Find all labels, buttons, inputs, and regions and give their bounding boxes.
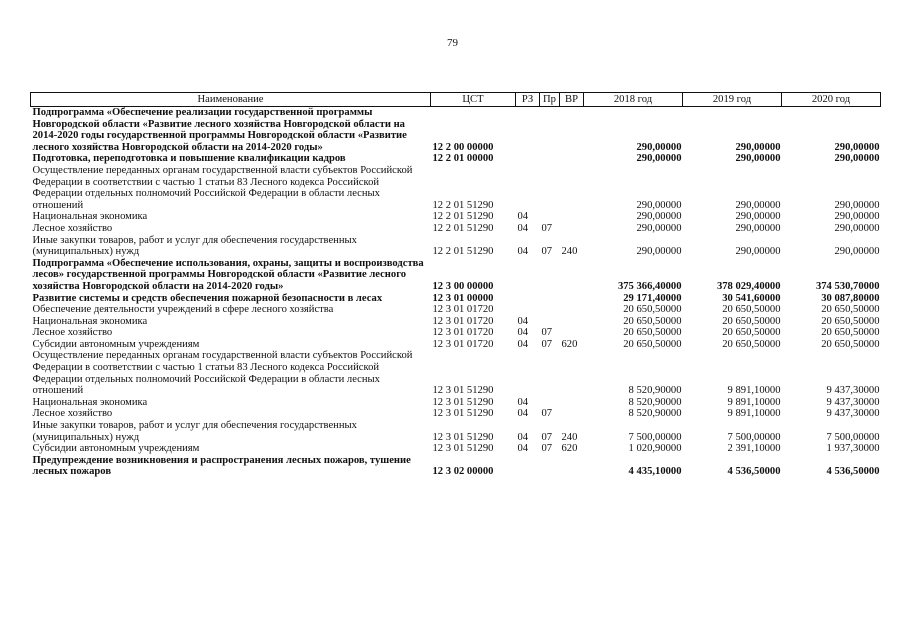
row-amount-2019: 4 536,50000 bbox=[727, 466, 781, 478]
row-cst: 12 3 01 01720 bbox=[432, 315, 494, 327]
row-pr bbox=[540, 211, 560, 223]
row-pr: 07 bbox=[541, 222, 553, 234]
row-cst: 12 3 02 00000 bbox=[432, 466, 494, 478]
header-name: Наименование bbox=[31, 93, 431, 107]
row-pr bbox=[540, 153, 560, 165]
table-row bbox=[31, 293, 881, 305]
row-amount-2019: 9 891,10000 bbox=[727, 396, 781, 408]
row-name: Лесное хозяйство bbox=[32, 408, 113, 420]
row-vr bbox=[560, 397, 584, 409]
row-cst: 12 2 01 51290 bbox=[432, 222, 494, 234]
header-2020: 2020 год bbox=[782, 93, 881, 107]
row-vr: 240 bbox=[561, 246, 578, 258]
row-vr bbox=[560, 327, 584, 339]
table-row bbox=[31, 420, 881, 443]
row-amount-2019: 290,00000 bbox=[735, 199, 781, 211]
row-cst: 12 3 01 51290 bbox=[432, 408, 494, 420]
row-vr bbox=[560, 258, 584, 293]
row-name: Развитие системы и средств обеспечения пожарной безопасности в лесах bbox=[32, 292, 383, 304]
row-amount-2020: 1 937,30000 bbox=[826, 443, 880, 455]
row-pr bbox=[540, 165, 560, 211]
row-pr: 07 bbox=[541, 408, 553, 420]
row-rz: 04 bbox=[517, 431, 529, 443]
row-amount-2020: 20 650,50000 bbox=[821, 327, 880, 339]
table-header-row bbox=[31, 93, 881, 107]
row-amount-2020: 20 650,50000 bbox=[821, 315, 880, 327]
row-vr: 620 bbox=[561, 443, 578, 455]
row-vr: 240 bbox=[561, 431, 578, 443]
row-amount-2019: 7 500,00000 bbox=[727, 431, 781, 443]
header-vr: ВР bbox=[560, 93, 584, 107]
header-2019: 2019 год bbox=[683, 93, 782, 107]
page-number: 79 bbox=[447, 37, 458, 49]
row-amount-2018: 290,00000 bbox=[636, 141, 682, 153]
row-amount-2019: 290,00000 bbox=[735, 153, 781, 165]
row-name: Субсидии автономным учреждениям bbox=[32, 338, 200, 350]
row-amount-2018: 290,00000 bbox=[636, 246, 682, 258]
row-amount-2019: 9 891,10000 bbox=[727, 385, 781, 397]
row-pr bbox=[540, 293, 560, 305]
row-vr bbox=[560, 153, 584, 165]
row-rz: 04 bbox=[517, 222, 529, 234]
table-row bbox=[31, 304, 881, 316]
row-rz bbox=[516, 107, 540, 154]
row-amount-2019: 2 391,10000 bbox=[727, 443, 781, 455]
row-amount-2018: 375 366,40000 bbox=[617, 280, 682, 292]
row-amount-2020: 290,00000 bbox=[834, 246, 880, 258]
row-amount-2019: 378 029,40000 bbox=[716, 280, 781, 292]
row-amount-2018: 20 650,50000 bbox=[623, 304, 682, 316]
row-name: Подпрограмма «Обеспечение реализации государственной программы Новгородской области «Развитие лесного хозяйства Новгородской области на 2014-2020 годы государственной программы Новгородской области «Развитие лесного хозяйства Новгородской области на 2014-2020 годы» bbox=[32, 107, 407, 153]
row-rz bbox=[516, 153, 540, 165]
table-row bbox=[31, 107, 881, 154]
row-amount-2018: 20 650,50000 bbox=[623, 315, 682, 327]
row-vr bbox=[560, 304, 584, 316]
row-name: Подготовка, переподготовка и повышение квалификации кадров bbox=[32, 153, 346, 165]
row-amount-2020: 290,00000 bbox=[834, 199, 880, 211]
row-cst: 12 2 01 00000 bbox=[432, 153, 494, 165]
row-name: Иные закупки товаров, работ и услуг для обеспечения государственных (муниципальных) нужд bbox=[32, 234, 357, 258]
row-name: Лесное хозяйство bbox=[32, 222, 113, 234]
header-pr: Пр bbox=[540, 93, 560, 107]
row-amount-2019: 20 650,50000 bbox=[722, 315, 781, 327]
budget-table bbox=[30, 92, 881, 478]
table-row bbox=[31, 408, 881, 420]
row-name: Субсидии автономным учреждениям bbox=[32, 443, 200, 455]
table-row bbox=[31, 316, 881, 328]
row-cst: 12 2 01 51290 bbox=[432, 246, 494, 258]
row-cst: 12 3 01 51290 bbox=[432, 431, 494, 443]
header-2018: 2018 год bbox=[584, 93, 683, 107]
row-amount-2020: 30 087,80000 bbox=[821, 292, 880, 304]
row-pr bbox=[540, 258, 560, 293]
row-rz: 04 bbox=[517, 338, 529, 350]
row-cst: 12 3 01 51290 bbox=[432, 396, 494, 408]
row-vr bbox=[560, 165, 584, 211]
row-vr bbox=[560, 408, 584, 420]
row-vr: 620 bbox=[561, 338, 578, 350]
table-row bbox=[31, 211, 881, 223]
row-rz bbox=[516, 304, 540, 316]
row-rz bbox=[516, 258, 540, 293]
table-row bbox=[31, 443, 881, 455]
row-vr bbox=[560, 107, 584, 154]
row-amount-2018: 1 020,90000 bbox=[628, 443, 682, 455]
row-amount-2019: 9 891,10000 bbox=[727, 408, 781, 420]
row-amount-2020: 20 650,50000 bbox=[821, 338, 880, 350]
row-amount-2020: 9 437,30000 bbox=[826, 396, 880, 408]
row-vr bbox=[560, 316, 584, 328]
row-pr bbox=[540, 304, 560, 316]
row-pr bbox=[540, 350, 560, 396]
row-vr bbox=[560, 211, 584, 223]
row-rz: 04 bbox=[517, 315, 529, 327]
header-rz: РЗ bbox=[516, 93, 540, 107]
row-amount-2020: 290,00000 bbox=[834, 153, 880, 165]
row-cst: 12 2 01 51290 bbox=[432, 199, 494, 211]
row-name: Лесное хозяйство bbox=[32, 327, 113, 339]
row-amount-2020: 374 530,70000 bbox=[815, 280, 880, 292]
row-amount-2020: 290,00000 bbox=[834, 211, 880, 223]
row-rz bbox=[516, 293, 540, 305]
row-cst: 12 3 01 01720 bbox=[432, 338, 494, 350]
row-amount-2018: 29 171,40000 bbox=[623, 292, 682, 304]
row-amount-2020: 9 437,30000 bbox=[826, 385, 880, 397]
row-amount-2018: 8 520,90000 bbox=[628, 408, 682, 420]
table-row bbox=[31, 258, 881, 293]
table-row bbox=[31, 327, 881, 339]
table-row bbox=[31, 350, 881, 396]
row-amount-2020: 290,00000 bbox=[834, 222, 880, 234]
row-amount-2020: 4 536,50000 bbox=[826, 466, 880, 478]
row-amount-2018: 8 520,90000 bbox=[628, 385, 682, 397]
row-amount-2018: 8 520,90000 bbox=[628, 396, 682, 408]
row-name: Подпрограмма «Обеспечение использования, охраны, защиты и воспроизводства лесов» государственной программы Новгородской области «Развитие лесного хозяйства Новгородской области на 2014-2020 годы» bbox=[32, 257, 424, 292]
row-rz: 04 bbox=[517, 246, 529, 258]
row-cst: 12 3 01 00000 bbox=[432, 292, 494, 304]
row-rz: 04 bbox=[517, 211, 529, 223]
row-pr: 07 bbox=[541, 327, 553, 339]
row-name: Осуществление переданных органам государственной власти субъектов Российской Федерации в соответствии с частью 1 статьи 83 Лесного кодекса Российской Федерации отдельных полномочий Российской Федерации в области лесных отношений bbox=[32, 164, 413, 211]
row-amount-2018: 290,00000 bbox=[636, 211, 682, 223]
row-amount-2019: 290,00000 bbox=[735, 211, 781, 223]
row-amount-2020: 9 437,30000 bbox=[826, 408, 880, 420]
row-rz: 04 bbox=[517, 396, 529, 408]
row-rz bbox=[516, 165, 540, 211]
table-row bbox=[31, 153, 881, 165]
row-vr bbox=[560, 293, 584, 305]
row-cst: 12 3 01 01720 bbox=[432, 327, 494, 339]
table-row bbox=[31, 339, 881, 351]
row-vr bbox=[560, 350, 584, 396]
row-amount-2018: 7 500,00000 bbox=[628, 431, 682, 443]
row-rz: 04 bbox=[517, 408, 529, 420]
row-amount-2018: 20 650,50000 bbox=[623, 338, 682, 350]
table-row bbox=[31, 455, 881, 478]
row-pr: 07 bbox=[541, 443, 553, 455]
row-amount-2019: 30 541,60000 bbox=[722, 292, 781, 304]
row-amount-2020: 290,00000 bbox=[834, 141, 880, 153]
row-cst: 12 2 00 00000 bbox=[432, 141, 494, 153]
row-amount-2019: 290,00000 bbox=[735, 141, 781, 153]
row-cst: 12 2 01 51290 bbox=[432, 211, 494, 223]
row-amount-2019: 20 650,50000 bbox=[722, 327, 781, 339]
row-pr: 07 bbox=[541, 431, 553, 443]
header-cst: ЦСТ bbox=[431, 93, 516, 107]
row-amount-2020: 20 650,50000 bbox=[821, 304, 880, 316]
row-cst: 12 3 01 51290 bbox=[432, 443, 494, 455]
row-amount-2018: 20 650,50000 bbox=[623, 327, 682, 339]
row-name: Иные закупки товаров, работ и услуг для обеспечения государственных (муниципальных) нужд bbox=[32, 420, 357, 443]
row-amount-2018: 290,00000 bbox=[636, 199, 682, 211]
row-amount-2019: 20 650,50000 bbox=[722, 338, 781, 350]
row-cst: 12 3 01 51290 bbox=[432, 385, 494, 397]
row-rz: 04 bbox=[517, 443, 529, 455]
row-amount-2018: 290,00000 bbox=[636, 153, 682, 165]
row-name: Предупреждение возникновения и распространения лесных пожаров, тушение лесных пожаров bbox=[32, 454, 411, 478]
row-amount-2020: 7 500,00000 bbox=[826, 431, 880, 443]
row-amount-2018: 4 435,10000 bbox=[628, 466, 682, 478]
row-name: Обеспечение деятельности учреждений в сфере лесного хозяйства bbox=[32, 304, 334, 316]
row-rz bbox=[516, 350, 540, 396]
row-name: Национальная экономика bbox=[32, 396, 148, 408]
table-row bbox=[31, 223, 881, 235]
row-rz: 04 bbox=[517, 327, 529, 339]
table-row bbox=[31, 397, 881, 409]
row-amount-2018: 290,00000 bbox=[636, 222, 682, 234]
row-name: Национальная экономика bbox=[32, 315, 148, 327]
row-name: Национальная экономика bbox=[32, 211, 148, 223]
table-row bbox=[31, 165, 881, 211]
row-vr bbox=[560, 455, 584, 478]
row-pr bbox=[540, 455, 560, 478]
row-pr bbox=[540, 316, 560, 328]
row-cst: 12 3 01 01720 bbox=[432, 304, 494, 316]
row-name: Осуществление переданных органам государственной власти субъектов Российской Федерации в соответствии с частью 1 статьи 83 Лесного кодекса Российской Федерации отдельных полномочий Российской Федерации в области лесных отношений bbox=[32, 350, 413, 397]
row-pr bbox=[540, 107, 560, 154]
row-pr bbox=[540, 397, 560, 409]
row-vr bbox=[560, 223, 584, 235]
table-row bbox=[31, 235, 881, 258]
row-cst: 12 3 00 00000 bbox=[432, 280, 494, 292]
row-amount-2019: 20 650,50000 bbox=[722, 304, 781, 316]
row-pr: 07 bbox=[541, 338, 553, 350]
row-amount-2019: 290,00000 bbox=[735, 246, 781, 258]
table-body bbox=[31, 107, 881, 479]
row-pr: 07 bbox=[541, 246, 553, 258]
row-rz bbox=[516, 455, 540, 478]
row-amount-2019: 290,00000 bbox=[735, 222, 781, 234]
